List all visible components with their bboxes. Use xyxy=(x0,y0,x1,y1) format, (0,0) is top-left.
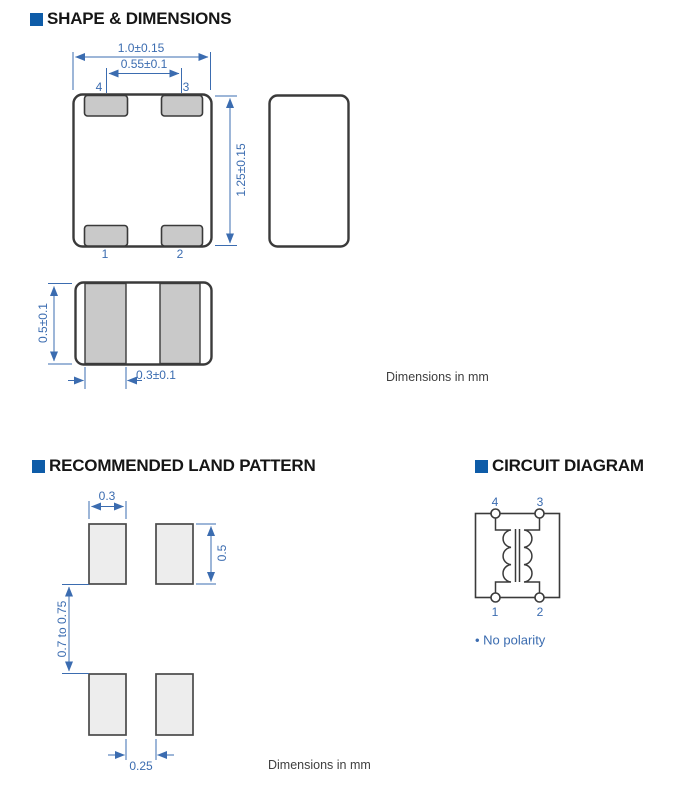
side-view-body-outline xyxy=(270,96,349,247)
terminal-3-pad xyxy=(162,96,203,117)
section-bullet-icon xyxy=(30,13,43,26)
circuit-winding-right xyxy=(524,518,540,593)
bottom-view-terminal-right xyxy=(160,284,200,364)
dim-label-terminal-width: 0.3±0.1 xyxy=(136,368,176,382)
dim-label-terminal-pitch: 0.55±0.1 xyxy=(120,57,168,71)
terminal-label-4: 4 xyxy=(95,80,103,94)
dim-label-thickness: 0.5±0.1 xyxy=(36,303,50,343)
circuit-terminal-label-2: 2 xyxy=(536,605,544,619)
dimensions-note-land: Dimensions in mm xyxy=(268,758,371,772)
terminal-2-pad xyxy=(162,226,203,247)
dim-label-land-pad-height: 0.5 xyxy=(215,544,229,562)
terminal-label-2: 2 xyxy=(176,247,184,261)
circuit-terminal-3 xyxy=(535,509,544,518)
bottom-view-terminal-left xyxy=(85,284,126,364)
section-bullet-icon xyxy=(32,460,45,473)
circuit-terminal-2 xyxy=(535,593,544,602)
land-pad-top-left xyxy=(89,524,126,584)
terminal-label-1: 1 xyxy=(101,247,109,261)
dim-label-body-length: 1.25±0.15 xyxy=(234,143,248,197)
circuit-winding-left xyxy=(496,518,512,593)
circuit-terminal-label-4: 4 xyxy=(491,495,499,509)
land-pad-top-right xyxy=(156,524,193,584)
no-polarity-note: • No polarity xyxy=(475,632,546,648)
land-pad-bottom-left xyxy=(89,674,126,735)
circuit-terminal-label-3: 3 xyxy=(536,495,544,509)
land-pad-bottom-right xyxy=(156,674,193,735)
section-header-shape xyxy=(30,9,231,29)
section-bullet-icon xyxy=(475,460,488,473)
terminal-1-pad xyxy=(85,226,128,247)
dim-label-land-pad-width: 0.3 xyxy=(98,489,116,503)
terminal-4-pad xyxy=(85,96,128,117)
section-title-shape: SHAPE & DIMENSIONS xyxy=(47,9,232,28)
bottom-view-body-outline xyxy=(76,283,212,365)
dim-label-land-spacing: 0.25 xyxy=(129,759,153,773)
circuit-terminal-1 xyxy=(491,593,500,602)
circuit-terminal-4 xyxy=(491,509,500,518)
terminal-label-3: 3 xyxy=(182,80,190,94)
dim-label-land-pad-gap: 0.7 to 0.75 xyxy=(55,600,69,658)
section-header-land xyxy=(32,456,316,476)
dim-label-body-width: 1.0±0.15 xyxy=(117,41,165,55)
section-title-circuit: CIRCUIT DIAGRAM xyxy=(492,456,644,475)
section-header-circuit xyxy=(475,456,644,476)
section-title-land: RECOMMENDED LAND PATTERN xyxy=(49,456,316,475)
circuit-package-outline xyxy=(476,514,560,598)
circuit-terminal-label-1: 1 xyxy=(491,605,499,619)
top-view-body-outline xyxy=(74,95,212,247)
dimensions-note-shape: Dimensions in mm xyxy=(386,370,489,384)
